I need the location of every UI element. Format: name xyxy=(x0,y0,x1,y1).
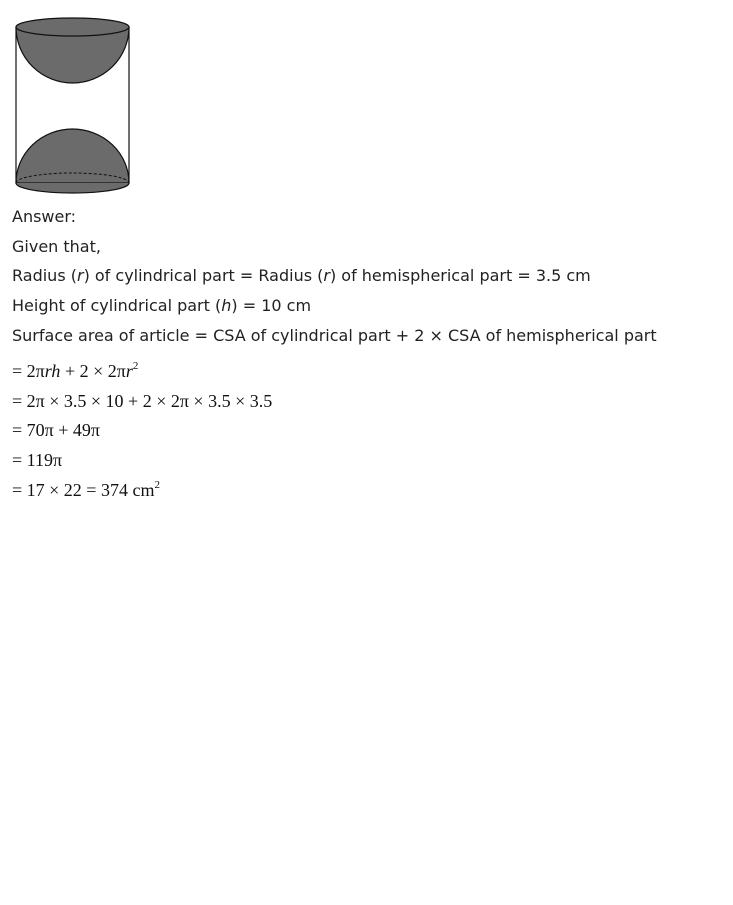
step5-exponent: 2 xyxy=(154,479,160,491)
top-ellipse xyxy=(16,18,129,36)
step-3-simplify: = 70π + 49π xyxy=(12,420,100,440)
radius-statement xyxy=(12,266,591,286)
bottom-hemisphere xyxy=(16,129,129,183)
radius-var-r2: r xyxy=(323,266,330,285)
radius-var-r1: r xyxy=(76,266,84,285)
step5-text: = 17 × 22 = 374 cm xyxy=(12,480,155,500)
height-suffix: ) = 10 cm xyxy=(231,296,312,315)
step1-vars: rh xyxy=(44,361,61,381)
height-prefix: Height of cylindrical part ( xyxy=(12,296,222,315)
step1-mid: + 2 × 2π xyxy=(60,361,126,381)
cylinder-figure xyxy=(12,14,134,198)
step1-var: r xyxy=(125,361,133,381)
height-var-h: h xyxy=(221,296,232,315)
radius-mid: ) of cylindrical part = Radius ( xyxy=(83,266,324,285)
answer-label: Answer: xyxy=(12,207,77,226)
step-1-formula xyxy=(12,360,138,382)
step1-lead: = 2π xyxy=(12,361,45,381)
step-2-substitution: = 2π × 3.5 × 10 + 2 × 2π × 3.5 × 3.5 xyxy=(12,391,273,411)
radius-prefix: Radius ( xyxy=(12,266,77,285)
radius-suffix: ) of hemispherical part = 3.5 cm xyxy=(329,266,591,285)
cylinder-diagram xyxy=(12,14,134,198)
surface-area-statement: Surface area of article = CSA of cylindrical part + 2 × CSA of hemispherical part xyxy=(12,326,657,345)
bottom-ellipse-front xyxy=(16,183,129,193)
given-that: Given that, xyxy=(12,237,101,256)
step-5-result xyxy=(12,479,160,501)
step1-exponent: 2 xyxy=(132,360,139,372)
step-4-sum: = 119π xyxy=(12,450,63,470)
height-statement xyxy=(12,296,311,316)
